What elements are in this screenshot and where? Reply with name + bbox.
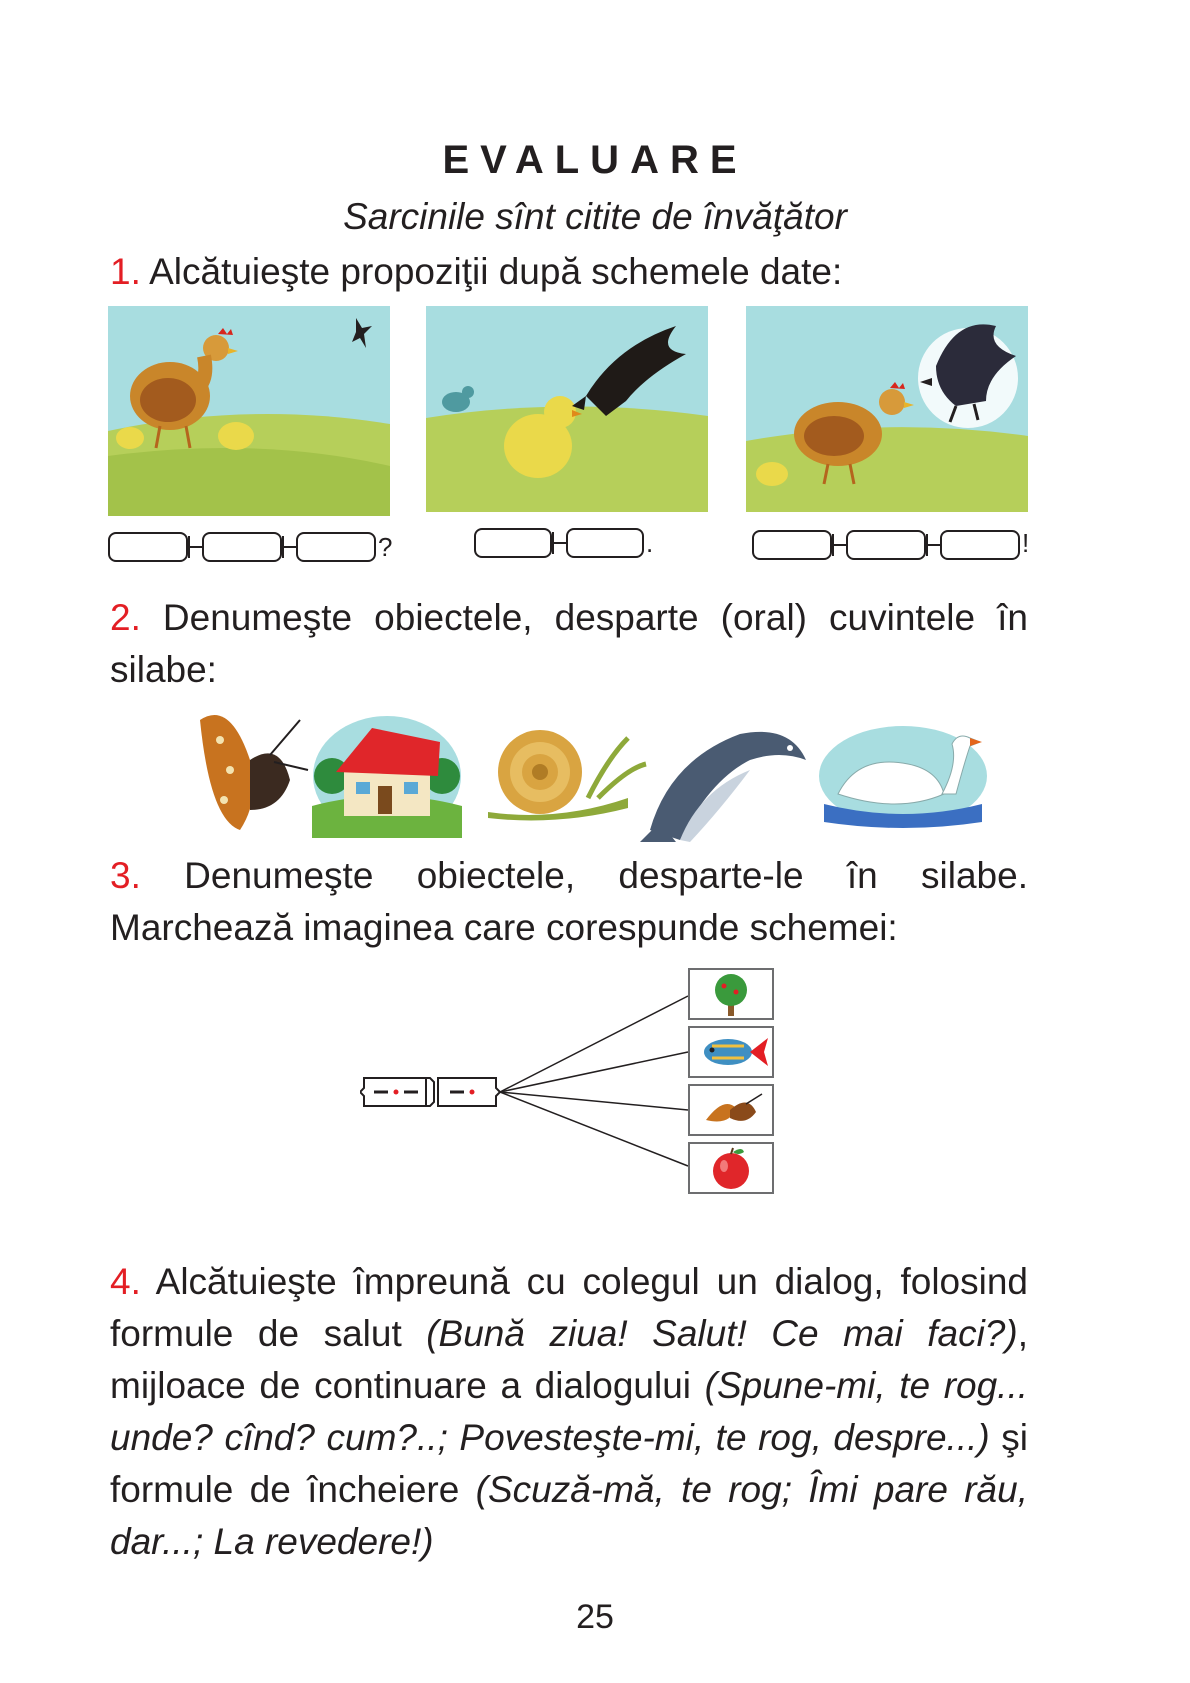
word-box xyxy=(752,530,832,560)
task-4-text-2: , mijloace de continuare a dialogului xyxy=(110,1313,1028,1406)
word-connector xyxy=(552,542,566,544)
task-4-text-3: şi formule de încheiere xyxy=(110,1417,1029,1510)
option-fish[interactable] xyxy=(688,1026,774,1078)
continuation-formulas: (Spune-mi, te rog... unde? cînd? cum?..; Povesteşte-mi, te rog, despre...) xyxy=(110,1365,1029,1458)
scheme-punct: ! xyxy=(1022,528,1030,558)
word-connector xyxy=(926,544,940,546)
option-apple[interactable] xyxy=(688,1142,774,1194)
word-box xyxy=(202,532,282,562)
task-1-text xyxy=(110,246,1028,298)
task-2-instruction: Denumeşte obiectele, desparte (oral) cuvintele în silabe: xyxy=(110,597,1028,690)
option-tree[interactable] xyxy=(688,968,774,1020)
option-butterfly[interactable] xyxy=(688,1084,774,1136)
task-1-instruction: Alcătuieşte propoziţii după schemele date: xyxy=(140,251,843,292)
scene-hen-with-chicks-image xyxy=(108,306,390,516)
connector-tick xyxy=(282,536,284,558)
word-box xyxy=(296,532,376,562)
connector-tick xyxy=(188,536,190,558)
scheme-punct: . xyxy=(646,528,654,558)
snail-image xyxy=(478,718,648,822)
word-box xyxy=(940,530,1020,560)
task-3-instruction: Denumeşte obiectele, desparte-le în silabe. Marchează imaginea care corespunde schemei: xyxy=(110,855,1028,948)
word-connector xyxy=(188,546,202,548)
word-connector xyxy=(832,544,846,546)
greeting-formulas: (Bună ziua! Salut! Ce mai faci?) xyxy=(426,1313,1018,1354)
task-2-number: 2. xyxy=(110,597,141,638)
closing-formulas: (Scuză-mă, te rog; Îmi pare rău, dar...; La revedere!) xyxy=(110,1469,1028,1562)
dolphin-image xyxy=(640,720,810,842)
word-box xyxy=(566,528,644,558)
scene-hen-chasing-crow-image xyxy=(746,306,1028,512)
task-4-number: 4. xyxy=(110,1261,141,1302)
page-number: 25 xyxy=(576,1598,614,1636)
task-3-number: 3. xyxy=(110,855,141,896)
page-title: EVALUARE xyxy=(442,138,748,182)
word-connector xyxy=(282,546,296,548)
word-box xyxy=(474,528,552,558)
task-4-text xyxy=(110,1256,1028,1568)
swan-image xyxy=(818,724,988,828)
word-box xyxy=(108,532,188,562)
task-2-text xyxy=(110,592,1028,696)
connector-tick xyxy=(832,534,834,556)
fish-icon xyxy=(690,1028,772,1076)
connector-tick xyxy=(926,534,928,556)
butterfly-icon xyxy=(690,1086,772,1134)
task-3-text xyxy=(110,850,1028,954)
scene-chick-and-crow-image xyxy=(426,306,708,512)
butterfly-image xyxy=(190,700,310,840)
page-subtitle: Sarcinile sînt citite de învăţător xyxy=(343,196,847,237)
apple-icon xyxy=(690,1144,772,1192)
house-image xyxy=(312,706,462,838)
task-1-number: 1. xyxy=(110,251,141,292)
task-4-text-1: Alcătuieşte împreună cu colegul un dialog, folosind formule de salut xyxy=(110,1261,1028,1354)
tree-icon xyxy=(690,970,772,1018)
word-box xyxy=(846,530,926,560)
connector-tick xyxy=(552,532,554,554)
syllable-scheme-diagram xyxy=(360,966,690,1196)
scheme-punct: ? xyxy=(378,532,393,562)
